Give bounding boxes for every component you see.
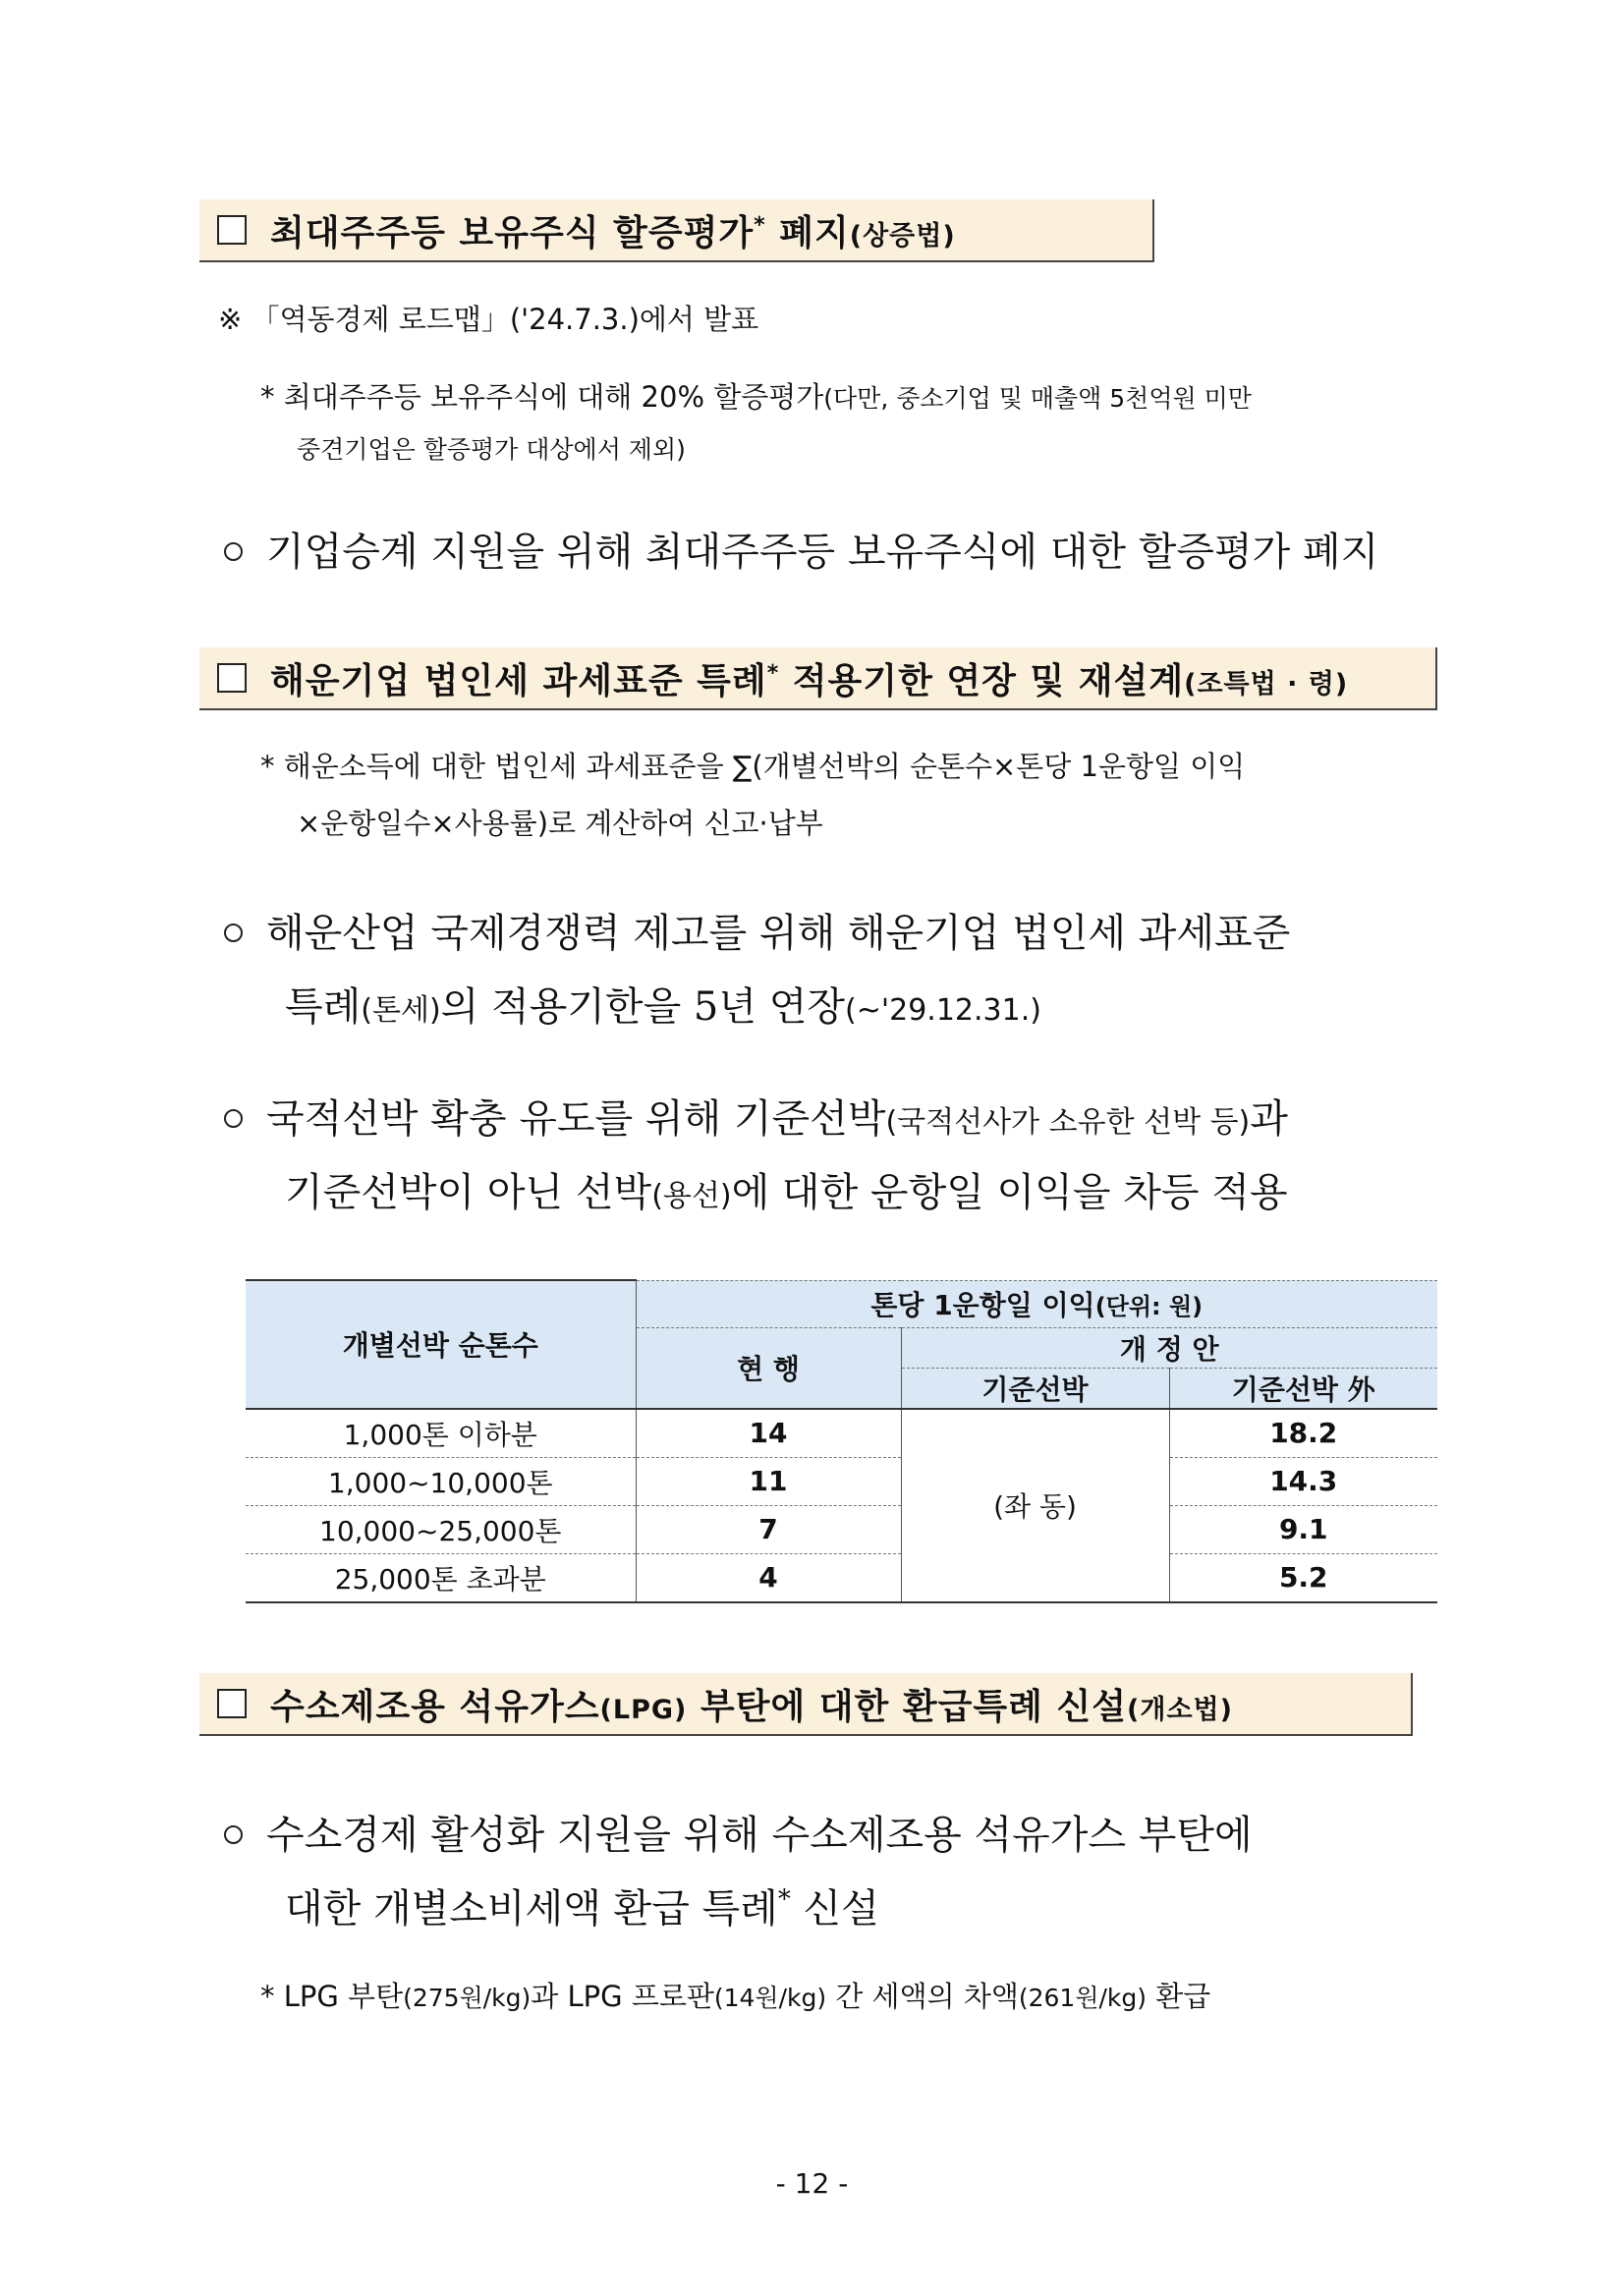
footnote: * 해운소득에 대한 법인세 과세표준을 ∑(개별선박의 순톤수×톤당 1운항일 이익 <box>260 750 1246 783</box>
section-header-1 <box>199 199 1154 262</box>
page-number: - 12 - <box>775 2167 849 2200</box>
footnote-continuation: ×운항일수×사용률)로 계산하여 신고·납부 <box>297 807 823 840</box>
checkbox-square-icon <box>217 1689 247 1718</box>
bullet-point: 국적선박 확충 유도를 위해 기준선박(국적선사가 소유한 선박 등)과 <box>224 1088 1288 1144</box>
bullet-point: 수소경제 활성화 지원을 위해 수소제조용 석유가스 부탄에 <box>224 1804 1253 1860</box>
footnote: * LPG 부탄(275원/kg)과 LPG 프로판(14원/kg) 간 세액의 차액(261원/kg) 환급 <box>260 1980 1211 2013</box>
nonstandard-value-cell: 9.1 <box>1169 1505 1437 1553</box>
nonstandard-value-cell: 18.2 <box>1169 1409 1437 1458</box>
checkbox-square-icon <box>217 663 247 693</box>
tonnage-cell: 25,000톤 초과분 <box>246 1553 636 1602</box>
circle-bullet-icon <box>224 1109 243 1128</box>
header-nonstandard-ship: 기준선박 外 <box>1169 1368 1437 1409</box>
tonnage-cell: 1,000~10,000톤 <box>246 1457 636 1505</box>
current-value-cell: 7 <box>636 1505 901 1553</box>
bullet-continuation: 기준선박이 아닌 선박(용선)에 대한 운항일 이익을 차등 적용 <box>285 1170 1288 1215</box>
section-title: 수소제조용 석유가스(LPG) 부탄에 대한 환급특례 신설(개소법) <box>270 1686 1233 1727</box>
table-row <box>246 1553 1437 1602</box>
current-value-cell: 4 <box>636 1553 901 1602</box>
bullet-point: 해운산업 국제경쟁력 제고를 위해 해운기업 법인세 과세표준 <box>224 902 1290 958</box>
tonnage-cell: 10,000~25,000톤 <box>246 1505 636 1553</box>
reference-note: ※ 「역동경제 로드맵」('24.7.3.)에서 발표 <box>218 303 759 336</box>
bullet-point: 기업승계 지원을 위해 최대주주등 보유주식에 대한 할증평가 폐지 <box>224 521 1378 577</box>
table-row <box>246 1409 1437 1458</box>
header-standard-ship: 기준선박 <box>901 1368 1169 1409</box>
footnote-continuation: 중견기업은 할증평가 대상에서 제외) <box>297 435 686 464</box>
bullet-continuation: 대한 개별소비세액 환급 특례* 신설 <box>285 1884 879 1932</box>
tonnage-cell: 1,000톤 이하분 <box>343 1418 537 1451</box>
section-header-2 <box>199 647 1437 710</box>
header-current: 현 행 <box>636 1327 901 1409</box>
current-value-cell: 11 <box>636 1457 901 1505</box>
section-title: 최대주주등 보유주식 할증평가* 폐지(상증법) <box>270 212 956 253</box>
tonnage-profit-table <box>246 1279 1437 1603</box>
footnote: * 최대주주등 보유주식에 대해 20% 할증평가(다만, 중소기업 및 매출액 5천억원 미만 <box>260 380 1252 414</box>
header-tonnage: 개별선박 순톤수 <box>246 1280 636 1409</box>
current-value-cell: 14 <box>636 1409 901 1458</box>
header-profit: 톤당 1운항일 이익(단위: 원) <box>636 1280 1437 1327</box>
circle-bullet-icon <box>224 542 243 561</box>
same-as-left-cell: (좌 동) <box>901 1409 1169 1602</box>
section-header-3 <box>199 1673 1413 1736</box>
table-row <box>246 1457 1437 1505</box>
checkbox-square-icon <box>217 215 247 245</box>
nonstandard-value-cell: 5.2 <box>1169 1553 1437 1602</box>
nonstandard-value-cell: 14.3 <box>1169 1457 1437 1505</box>
table-row <box>246 1505 1437 1553</box>
bullet-continuation: 특례(톤세)의 적용기한을 5년 연장(~'29.12.31.) <box>285 984 1041 1030</box>
section-title: 해운기업 법인세 과세표준 특례* 적용기한 연장 및 재설계(조특법 · 령) <box>270 660 1349 701</box>
circle-bullet-icon <box>224 1825 243 1844</box>
header-revised: 개 정 안 <box>901 1327 1437 1368</box>
circle-bullet-icon <box>224 924 243 942</box>
